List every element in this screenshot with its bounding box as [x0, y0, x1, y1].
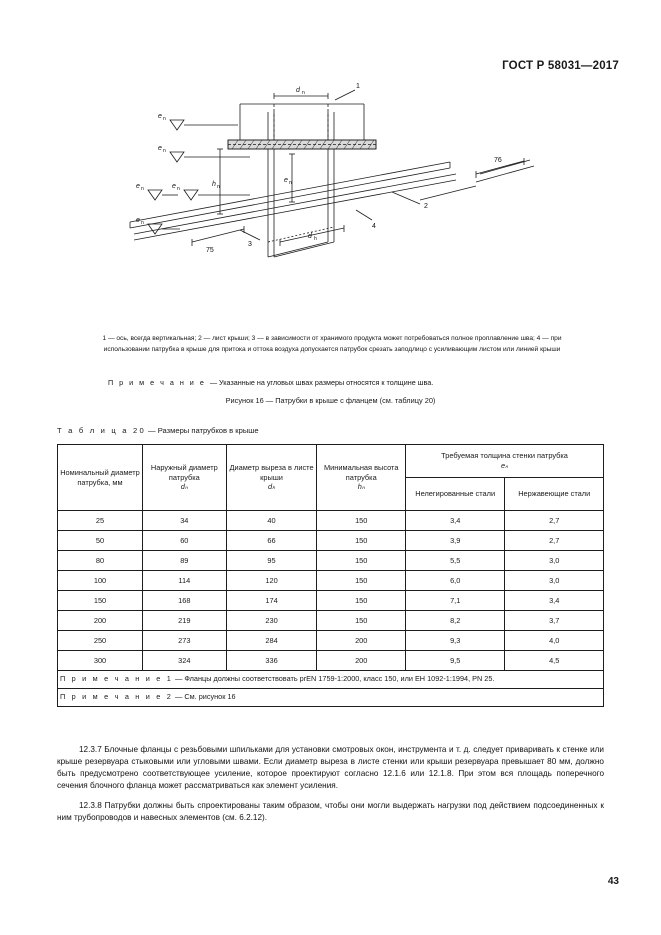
cell-r1c1: 60: [143, 531, 227, 551]
cell-r7c5: 4,5: [505, 651, 604, 671]
cell-r0c4: 3,4: [406, 511, 505, 531]
callout-1: 1: [356, 83, 360, 90]
cell-r6c1: 273: [143, 631, 227, 651]
dimension-76: 76: [494, 157, 502, 164]
cell-r5c1: 219: [143, 611, 227, 631]
label-en-5: e: [136, 217, 140, 224]
label-en-4: e: [172, 183, 176, 190]
paragraph-12-3-8-text: 12.3.8 Патрубки должны быть спроектированы таким образом, чтобы они могли выдержать нагрузки под действием подсоединенных к ним трубопроводов и навесных элементов (см. 6.2.12).: [57, 801, 604, 823]
cell-r3c0: 100: [58, 571, 143, 591]
label-en-2-sub: n: [163, 148, 166, 154]
label-dn-top: d: [296, 87, 300, 94]
table-note-2-text: — См. рисунок 16: [175, 691, 236, 701]
table-note-row-1: [58, 671, 604, 689]
cell-r3c1: 114: [143, 571, 227, 591]
table-row: [58, 571, 604, 591]
cell-r0c1: 34: [143, 511, 227, 531]
table-note-1-text: — Фланцы должны соответствовать prEN 1759-1:2000, класс 150, или ЕН 1092-1:1994, PN 25.: [175, 674, 495, 683]
table-title: [57, 426, 259, 435]
header-cutout-diameter: Диаметр вырезa в листе крыши dₕ: [226, 445, 317, 511]
cell-r5c3: 150: [317, 611, 406, 631]
cell-r0c0: 25: [58, 511, 143, 531]
paragraph-12-3-8: [57, 800, 604, 824]
cell-r2c5: 3,0: [505, 551, 604, 571]
label-hn-sub: n: [217, 184, 220, 190]
cell-r1c5: 2,7: [505, 531, 604, 551]
cell-r0c5: 2,7: [505, 511, 604, 531]
table-note-2: [58, 688, 604, 706]
cell-r5c5: 3,7: [505, 611, 604, 631]
table-note-1-label: П р и м е ч а н и е 1: [60, 674, 174, 683]
cell-r0c2: 40: [226, 511, 317, 531]
header-stainless-steel: Нержавеющие стали: [505, 478, 604, 511]
cell-r6c5: 4,0: [505, 631, 604, 651]
callout-2: 2: [424, 203, 428, 210]
cell-r3c5: 3,0: [505, 571, 604, 591]
table-note-row-2: [58, 688, 604, 706]
label-en-3: e: [136, 183, 140, 190]
cell-r2c2: 95: [226, 551, 317, 571]
table-20: [57, 444, 604, 707]
table-row: [58, 631, 604, 651]
table-row: [58, 651, 604, 671]
cell-r3c2: 120: [226, 571, 317, 591]
label-en-inner-sub: n: [289, 180, 292, 186]
figure-16-drawing: [120, 82, 550, 312]
cell-r4c3: 150: [317, 591, 406, 611]
label-dh: d: [308, 233, 312, 240]
cell-r3c4: 6,0: [406, 571, 505, 591]
cell-r7c1: 324: [143, 651, 227, 671]
callout-4: 4: [372, 223, 376, 230]
cell-r5c2: 230: [226, 611, 317, 631]
cell-r7c3: 200: [317, 651, 406, 671]
paragraph-12-3-7-text: 12.3.7 Блочные фланцы с резьбовыми шпильками для установки смотровых окон, инструмента и т. д. следует приваривать к стенке или крыше резервуара стыковыми или угловыми швами. Если диаметр вырезa в листе стенки или крыши резервуара превышает 80 мм, должно быть предусмотрено соответствующее усиление, которое проектируют согласно 12.1.6 или 12.1.8. При этом вся площадь поперечного сечения блочного фланца может рассматриваться как элемент усиления.: [57, 745, 604, 791]
label-en-4-sub: n: [177, 186, 180, 192]
figure-note-label: П р и м е ч а н и е: [108, 378, 206, 387]
table-row: [58, 511, 604, 531]
cell-r4c4: 7,1: [406, 591, 505, 611]
table-header-row-1: [58, 445, 604, 478]
figure-note-text: — Указанные на угловых швах размеры относятся к толщине шва.: [209, 378, 434, 387]
header-outer-diameter: Наружный диаметр патрубка dₙ: [143, 445, 227, 511]
cell-r6c0: 250: [58, 631, 143, 651]
cell-r1c4: 3,9: [406, 531, 505, 551]
label-en-3-sub: n: [141, 186, 144, 192]
cell-r6c3: 200: [317, 631, 406, 651]
cell-r2c0: 80: [58, 551, 143, 571]
label-en-2: e: [158, 145, 162, 152]
figure-note: [108, 378, 558, 387]
cell-r6c2: 284: [226, 631, 317, 651]
header-min-height: Минимальная высота патрубка hₙ: [317, 445, 406, 511]
label-en-inner: e: [284, 177, 288, 184]
header-min-height-symbol: hₙ: [357, 482, 365, 492]
label-en-1: e: [158, 113, 162, 120]
header-wall-thickness-symbol: eₙ: [500, 461, 509, 470]
cell-r7c0: 300: [58, 651, 143, 671]
cell-r5c0: 200: [58, 611, 143, 631]
cell-r7c2: 336: [226, 651, 317, 671]
cell-r2c4: 5,5: [406, 551, 505, 571]
cell-r4c0: 150: [58, 591, 143, 611]
table-row: [58, 551, 604, 571]
label-dn-top-sub: n: [302, 90, 305, 96]
table-note-1: [58, 671, 604, 689]
cell-r1c2: 66: [226, 531, 317, 551]
cell-r2c1: 89: [143, 551, 227, 571]
label-hn: h: [212, 181, 216, 188]
header-unalloyed-steel: Нелегированные стали: [406, 478, 505, 511]
cell-r0c3: 150: [317, 511, 406, 531]
cell-r4c5: 3,4: [505, 591, 604, 611]
header-nominal-diameter: Номинальный диаметр патрубка, мм: [58, 445, 143, 511]
cell-r6c4: 9,3: [406, 631, 505, 651]
label-dh-sub: h: [314, 236, 317, 242]
cell-r1c3: 150: [317, 531, 406, 551]
dimension-75: 75: [206, 247, 214, 254]
page-header-standard-code: ГОСТ Р 58031—2017: [502, 60, 619, 72]
page-number: 43: [607, 876, 619, 887]
technical-drawing-svg: [120, 82, 550, 312]
cell-r2c3: 150: [317, 551, 406, 571]
header-wall-thickness-group: Требуемая толщина стенки патрубка eₙ: [406, 445, 604, 478]
figure-caption: Рисунок 16 — Патрубки в крыше с фланцем (см. таблицу 20): [225, 396, 436, 405]
cell-r5c4: 8,2: [406, 611, 505, 631]
cell-r3c3: 150: [317, 571, 406, 591]
header-cutout-diameter-symbol: dₕ: [267, 482, 276, 492]
table-row: [58, 611, 604, 631]
cell-r4c1: 168: [143, 591, 227, 611]
paragraph-12-3-7: [57, 744, 604, 793]
label-en-5-sub: n: [141, 220, 144, 226]
table-title-label: Т а б л и ц а 20: [57, 426, 146, 435]
callout-3: 3: [248, 241, 252, 248]
table-title-text: — Размеры патрубков в крыше: [148, 426, 259, 435]
cell-r4c2: 174: [226, 591, 317, 611]
table-note-2-label: П р и м е ч а н и е 2: [60, 691, 174, 701]
table-row: [58, 591, 604, 611]
table-row: [58, 531, 604, 551]
cell-r1c0: 50: [58, 531, 143, 551]
figure-legend: 1 — ось, всегда вертикальная; 2 — лист крыши; 3 — в зависимости от хранимого продукта может потребоваться полное проплавление шва; 4 — при использовании патрубка в крыше для притока и оттока воздуха допускается патрубок срезать заподлицо с усиливающим листом или линией крыши: [102, 335, 562, 353]
cell-r7c4: 9,5: [406, 651, 505, 671]
header-outer-diameter-symbol: dₙ: [180, 482, 188, 492]
label-en-1-sub: n: [163, 116, 166, 122]
